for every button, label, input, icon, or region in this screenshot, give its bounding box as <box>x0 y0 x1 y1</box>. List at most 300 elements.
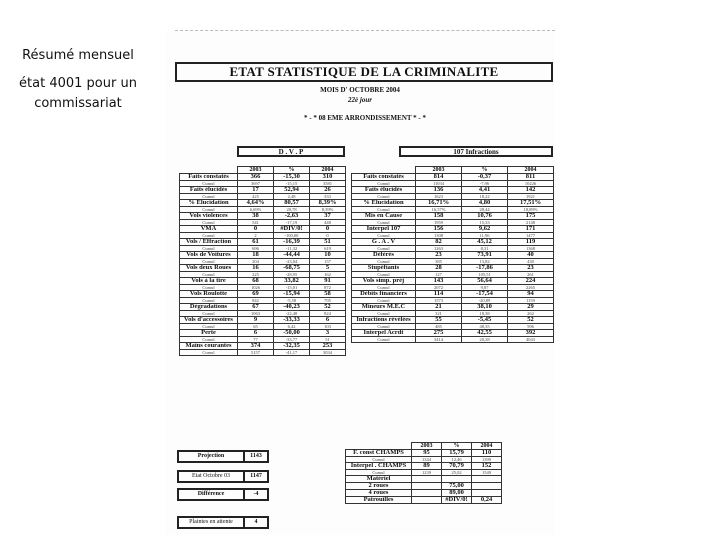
dvp-value: -44,44 <box>274 252 310 259</box>
dvp-row <box>180 226 346 233</box>
dvp-cumul-value: 3034 <box>310 350 346 356</box>
dvp-value: 58 <box>310 291 346 298</box>
infractions-cumul-value: 2148 <box>508 220 554 226</box>
dvp-cumul-row <box>180 350 346 356</box>
materiel-value: 75,00 <box>442 483 472 490</box>
infractions-row-label: Faits élucidés <box>352 187 416 194</box>
infractions-row <box>352 291 554 298</box>
dvp-cumul-label: Cumul <box>180 337 238 343</box>
materiel-row <box>346 490 502 497</box>
dvp-table <box>179 166 346 356</box>
dvp-value: 6 <box>310 317 346 324</box>
materiel-heading-row <box>346 476 502 483</box>
infractions-cumul-value: 1477 <box>508 233 554 239</box>
dvp-cumul-value: -22,48 <box>274 311 310 317</box>
divider <box>175 30 555 31</box>
dvp-value: 38 <box>238 213 274 220</box>
dvp-year-2004: 2004 <box>310 167 346 174</box>
dvp-cumul-value: 6,69% <box>238 207 274 213</box>
dvp-row <box>180 239 346 246</box>
dvp-row-label: Perte <box>180 330 238 337</box>
infractions-value: 55 <box>416 317 462 324</box>
dvp-cumul-label: Cumul <box>180 220 238 226</box>
dvp-value: -16,39 <box>274 239 310 246</box>
infractions-cumul-value: 11,96 <box>462 233 508 239</box>
infractions-cumul-value: 1921 <box>508 194 554 200</box>
difference-label: Différence <box>178 489 244 500</box>
infractions-cumul-value: 1959 <box>416 220 462 226</box>
dvp-cumul-value: 541 <box>238 220 274 226</box>
dvp-cumul-value: -33,77 <box>274 337 310 343</box>
dvp-cumul-value: 872 <box>310 285 346 291</box>
infractions-cumul-row <box>352 337 554 343</box>
dvp-cumul-label: Cumul <box>180 285 238 291</box>
dvp-percent-header: % <box>274 167 310 174</box>
infractions-row-label: Mineurs M.E.C <box>352 304 416 311</box>
dvp-cumul-value: -28,95 <box>274 272 310 278</box>
dvp-row-label: Faits constatés <box>180 174 238 181</box>
infractions-cumul-value: 261 <box>508 272 554 278</box>
infractions-cumul-value: 127 <box>416 272 462 278</box>
infractions-row <box>352 174 554 181</box>
dvp-row <box>180 213 346 220</box>
infractions-cumul-value: -20,89 <box>462 298 508 304</box>
infractions-cumul-value: 28,44 <box>462 207 508 213</box>
dvp-cumul-value: 20,78 <box>274 207 310 213</box>
champs-cumul-value: 1344 <box>412 457 442 463</box>
infractions-cumul-value: 485 <box>416 324 462 330</box>
infractions-row-label: % Elucidation <box>352 200 416 207</box>
infractions-value: 45,12 <box>462 239 508 246</box>
dvp-value: 33,82 <box>274 278 310 285</box>
projection-value: 1143 <box>244 451 268 462</box>
infractions-cumul-value: 16,57% <box>416 207 462 213</box>
dvp-cumul-label: Cumul <box>180 194 238 200</box>
infractions-cumul-label: Cumul <box>352 246 416 252</box>
materiel-row-label: 4 roues <box>346 490 412 497</box>
materiel-value <box>412 490 442 497</box>
dvp-value: 6 <box>238 330 274 337</box>
dvp-cumul-value: -100,00 <box>274 233 310 239</box>
infractions-cumul-value: 1623 <box>416 194 462 200</box>
infractions-row <box>352 252 554 259</box>
dvp-cumul-value: -23,04 <box>274 259 310 265</box>
infractions-cumul-label: Cumul <box>352 311 416 317</box>
dvp-cumul-value: -17,19 <box>274 220 310 226</box>
infractions-cumul-value: 2265 <box>508 285 554 291</box>
materiel-row-label: 2 roues <box>346 483 412 490</box>
infractions-row-label: Interpel 107 <box>352 226 416 233</box>
dvp-cumul-value: -5,58 <box>274 298 310 304</box>
infractions-value: 392 <box>508 330 554 337</box>
infractions-value: 136 <box>416 187 462 194</box>
dvp-cumul-label: Cumul <box>180 259 238 265</box>
dvp-cumul-value: 162 <box>310 272 346 278</box>
infractions-value: 811 <box>508 174 554 181</box>
dvp-value: #DIV/0! <box>274 226 310 233</box>
materiel-value <box>412 497 442 504</box>
infractions-cumul-label: Cumul <box>352 207 416 213</box>
dvp-cumul-value: 8,39% <box>310 207 346 213</box>
dvp-value: -15,30 <box>274 174 310 181</box>
infractions-cumul-value: 105,51 <box>462 272 508 278</box>
materiel-row-label: Patrouilles <box>346 497 412 504</box>
infractions-value: 114 <box>416 291 462 298</box>
dvp-value: 374 <box>238 343 274 350</box>
infractions-cumul-label: Cumul <box>352 285 416 291</box>
champs-row-label: Interpel . CHAMPS <box>346 463 412 470</box>
etat-value: 1147 <box>244 471 268 482</box>
infractions-cumul-value: 2072 <box>416 285 462 291</box>
plaintes-label: Plaintes en attente <box>178 517 244 528</box>
dvp-value: 10 <box>310 252 346 259</box>
infractions-row-label: Vols simp. préj <box>352 278 416 285</box>
infractions-row <box>352 317 554 324</box>
dvp-row <box>180 200 346 207</box>
report-month: MOIS D' OCTOBRE 2004 <box>320 86 400 94</box>
infractions-row-label: Interpel Acrdt <box>352 330 416 337</box>
dvp-value: 8,39% <box>310 200 346 207</box>
champs-value: 110 <box>472 450 502 457</box>
dvp-year-2003: 2003 <box>238 167 274 174</box>
infractions-row <box>352 330 554 337</box>
infractions-value: 52 <box>508 317 554 324</box>
champs-year-2004: 2004 <box>472 443 502 450</box>
infractions-row <box>352 200 554 207</box>
dvp-cumul-value: 225 <box>238 272 274 278</box>
dvp-cumul-label: Cumul <box>180 350 238 356</box>
infractions-value: 28 <box>416 265 462 272</box>
infractions-cumul-value: 1159 <box>508 298 554 304</box>
scanned-document <box>165 30 555 535</box>
infractions-row-label: Faits constatés <box>352 174 416 181</box>
infractions-value: 23 <box>508 265 554 272</box>
dvp-cumul-value: 1063 <box>238 311 274 317</box>
infractions-value: 21 <box>416 304 462 311</box>
dvp-cumul-label: Cumul <box>180 311 238 317</box>
dvp-row <box>180 343 346 350</box>
dvp-value: -32,35 <box>274 343 310 350</box>
infractions-row <box>352 304 554 311</box>
dvp-cumul-value: -15,01 <box>274 285 310 291</box>
infractions-value: -17,54 <box>462 291 508 298</box>
infractions-year-2004: 2004 <box>508 167 554 174</box>
dvp-cumul-value: 2,48 <box>274 194 310 200</box>
caption-line-1: Résumé mensuel <box>22 48 134 63</box>
dvp-value: 80,57 <box>274 200 310 207</box>
dvp-row-label: Dégradations <box>180 304 238 311</box>
dvp-value: 69 <box>238 291 274 298</box>
infractions-row-label: Débits financiers <box>352 291 416 298</box>
dvp-cumul-label: Cumul <box>180 233 238 239</box>
infractions-row-label: Déférés <box>352 252 416 259</box>
infractions-value: -5,45 <box>462 317 508 324</box>
infractions-value: 82 <box>416 239 462 246</box>
infractions-value: 16,71% <box>416 200 462 207</box>
dvp-cumul-value: 619 <box>310 246 346 252</box>
dvp-cumul-label: Cumul <box>180 246 238 252</box>
infractions-value: 17,51% <box>508 200 554 207</box>
infractions-value: 814 <box>416 174 462 181</box>
dvp-cumul-value: 0 <box>310 233 346 239</box>
infractions-cumul-value: 18,38 <box>462 311 508 317</box>
plaintes-box <box>177 516 269 529</box>
dvp-row-label: Mains courantes <box>180 343 238 350</box>
dvp-value: -68,75 <box>274 265 310 272</box>
dvp-cumul-value: 2 <box>238 233 274 239</box>
dvp-cumul-label: Cumul <box>180 324 238 330</box>
dvp-cumul-value: 6,42 <box>274 324 310 330</box>
infractions-value: 224 <box>508 278 554 285</box>
infractions-cumul-value: 1308 <box>416 233 462 239</box>
dvp-cumul-value: 157 <box>310 259 346 265</box>
infractions-value: 23 <box>416 252 462 259</box>
infractions-header-row <box>352 167 554 174</box>
infractions-cumul-value: 1368 <box>508 246 554 252</box>
infractions-row <box>352 265 554 272</box>
dvp-row <box>180 265 346 272</box>
champs-row <box>346 450 502 457</box>
champs-value: 95 <box>412 450 442 457</box>
dvp-value: 366 <box>238 174 274 181</box>
dvp-row-label: Vols à la tire <box>180 278 238 285</box>
infractions-row <box>352 213 554 220</box>
dvp-cumul-value: 65 <box>238 324 274 330</box>
dvp-row <box>180 187 346 194</box>
dvp-value: 37 <box>310 213 346 220</box>
dvp-value: 4,64% <box>238 200 274 207</box>
infractions-value: 42,55 <box>462 330 508 337</box>
champs-cumul-value: 1399 <box>472 457 502 463</box>
infractions-value: 94 <box>508 291 554 298</box>
infractions-cumul-value: 3414 <box>416 337 462 343</box>
champs-value: 89 <box>412 463 442 470</box>
champs-cumul-value: 1239 <box>412 470 442 476</box>
dvp-cumul-value: 842 <box>238 298 274 304</box>
infractions-percent-header: % <box>462 167 508 174</box>
champs-value: 15,79 <box>442 450 472 457</box>
infractions-row-label: Stupéfiants <box>352 265 416 272</box>
materiel-value <box>472 483 502 490</box>
dvp-cumul-value: 3581 <box>310 181 346 187</box>
report-day: 22è jour <box>348 96 372 104</box>
dvp-heading: D . V . P <box>237 146 345 157</box>
dvp-cumul-value: 795 <box>310 298 346 304</box>
materiel-row <box>346 483 502 490</box>
infractions-cumul-value: -7,96 <box>462 181 508 187</box>
dvp-row-label: % Elucidation <box>180 200 238 207</box>
dvp-value: 52 <box>310 304 346 311</box>
infractions-table <box>351 166 554 343</box>
document-title: ETAT STATISTIQUE DE LA CRIMINALITE <box>175 62 553 82</box>
dvp-header-row <box>180 167 346 174</box>
infractions-value: 143 <box>416 278 462 285</box>
champs-value: 152 <box>472 463 502 470</box>
infractions-cumul-label: Cumul <box>352 337 416 343</box>
infractions-cumul-label: Cumul <box>352 272 416 278</box>
infractions-cumul-value: 11034 <box>416 181 462 187</box>
infractions-cumul-value: 321 <box>416 311 462 317</box>
dvp-value: -15,94 <box>274 291 310 298</box>
dvp-value: 253 <box>310 343 346 350</box>
champs-year-2003: 2003 <box>412 443 442 450</box>
infractions-value: 142 <box>508 187 554 194</box>
dvp-value: -50,00 <box>274 330 310 337</box>
dvp-value: 310 <box>310 174 346 181</box>
infractions-cumul-label: Cumul <box>352 220 416 226</box>
infractions-cumul-value: 48,35 <box>462 324 508 330</box>
dvp-row <box>180 252 346 259</box>
infractions-cumul-value: 430 <box>508 259 554 265</box>
infractions-cumul-label: Cumul <box>352 259 416 265</box>
etat-box <box>177 470 269 483</box>
district-label: * - * 08 EME ARRONDISSEMENT * - * <box>304 114 426 122</box>
dvp-value: 61 <box>238 239 274 246</box>
infractions-value: 4,41 <box>462 187 508 194</box>
projection-label: Projection <box>178 451 244 462</box>
caption-line-2: état 4001 pour un <box>19 76 137 91</box>
dvp-value: 5 <box>310 265 346 272</box>
dvp-cumul-value: 696 <box>238 246 274 252</box>
infractions-cumul-value: 8,31 <box>462 246 508 252</box>
dvp-row <box>180 174 346 181</box>
dvp-cumul-value: 5157 <box>238 350 274 356</box>
dvp-row-label: Vols / Effraction <box>180 239 238 246</box>
champs-header-row <box>346 443 502 450</box>
champs-row <box>346 463 502 470</box>
infractions-value: -0,37 <box>462 174 508 181</box>
caption-line-3: commissariat <box>34 96 122 111</box>
infractions-value: 175 <box>508 213 554 220</box>
infractions-cumul-value: 15,33 <box>462 220 508 226</box>
dvp-cumul-value: 103 <box>310 324 346 330</box>
dvp-value: 17 <box>238 187 274 194</box>
champs-cumul-label: Cumul <box>346 457 412 463</box>
dvp-row <box>180 278 346 285</box>
dvp-cumul-label: Cumul <box>180 298 238 304</box>
dvp-cumul-value: 425 <box>238 194 274 200</box>
plaintes-value: 4 <box>244 517 268 528</box>
dvp-value: 0 <box>310 226 346 233</box>
infractions-cumul-value: 385 <box>416 259 462 265</box>
dvp-cumul-value: 824 <box>310 311 346 317</box>
dvp-cumul-value: -15,15 <box>274 181 310 187</box>
infractions-cumul-value: 262 <box>508 311 554 317</box>
dvp-value: 0 <box>238 226 274 233</box>
dvp-cumul-value: 77 <box>238 337 274 343</box>
infractions-value: 29 <box>508 304 554 311</box>
dvp-value: 9 <box>238 317 274 324</box>
dvp-row-label: Vols deux Roues <box>180 265 238 272</box>
materiel-value: 0,24 <box>472 497 502 504</box>
materiel-value <box>412 483 442 490</box>
dvp-row <box>180 330 346 337</box>
infractions-value: 171 <box>508 226 554 233</box>
dvp-row-label: Vols d'accessoires <box>180 317 238 324</box>
champs-value: 70,79 <box>442 463 472 470</box>
champs-cumul-value: 25,02 <box>442 470 472 476</box>
infractions-value: 10,76 <box>462 213 508 220</box>
dvp-row-label: Faits élucidés <box>180 187 238 194</box>
materiel-value <box>472 490 502 497</box>
infractions-cumul-value: 13,82 <box>462 259 508 265</box>
infractions-value: 9,62 <box>462 226 508 233</box>
infractions-cumul-label: Cumul <box>352 233 416 239</box>
infractions-value: 56,64 <box>462 278 508 285</box>
infractions-year-2003: 2003 <box>416 167 462 174</box>
champs-row-label: F. const CHAMPS <box>346 450 412 457</box>
dvp-value: 18 <box>238 252 274 259</box>
infractions-cumul-value: 18,22 <box>462 194 508 200</box>
infractions-cumul-value: 20,38 <box>462 337 508 343</box>
infractions-cumul-value: 1573 <box>416 298 462 304</box>
champs-table <box>345 442 502 504</box>
dvp-value: 3 <box>310 330 346 337</box>
difference-value: -4 <box>244 489 268 500</box>
dvp-row-label: Vols de Voitures <box>180 252 238 259</box>
champs-cumul-label: Cumul <box>346 470 412 476</box>
infractions-row-label: G . A . V <box>352 239 416 246</box>
infractions-row-label: Mis en Cause <box>352 213 416 220</box>
dvp-value: 26 <box>310 187 346 194</box>
dvp-cumul-value: 3697 <box>238 181 274 187</box>
dvp-value: 51 <box>310 239 346 246</box>
infractions-heading: 107 Infractions <box>399 146 553 157</box>
infractions-value: 4,80 <box>462 200 508 207</box>
dvp-cumul-label: Cumul <box>180 181 238 187</box>
infractions-value: 119 <box>508 239 554 246</box>
infractions-row <box>352 226 554 233</box>
dvp-value: 67 <box>238 304 274 311</box>
champs-cumul-value: 12,46 <box>442 457 472 463</box>
infractions-value: 38,10 <box>462 304 508 311</box>
materiel-value: #DIV/0! <box>442 497 472 504</box>
infractions-cumul-value: 1263 <box>416 246 462 252</box>
dvp-value: -33,33 <box>274 317 310 324</box>
infractions-cumul-label: Cumul <box>352 181 416 187</box>
materiel-value: 89,00 <box>442 490 472 497</box>
dvp-cumul-value: -11,32 <box>274 246 310 252</box>
infractions-value: 40 <box>508 252 554 259</box>
infractions-value: 156 <box>416 226 462 233</box>
infractions-row <box>352 278 554 285</box>
dvp-value: 68 <box>238 278 274 285</box>
infractions-value: 73,91 <box>462 252 508 259</box>
infractions-value: 275 <box>416 330 462 337</box>
dvp-cumul-value: 1026 <box>238 285 274 291</box>
infractions-cumul-value: 596 <box>508 324 554 330</box>
infractions-row-label: Infractions révélées <box>352 317 416 324</box>
infractions-value: -17,86 <box>462 265 508 272</box>
dvp-cumul-value: 448 <box>310 220 346 226</box>
projection-box <box>177 450 269 463</box>
infractions-row <box>352 239 554 246</box>
infractions-cumul-label: Cumul <box>352 194 416 200</box>
dvp-cumul-label: Cumul <box>180 272 238 278</box>
dvp-cumul-value: -41,17 <box>274 350 310 356</box>
dvp-row-label: Vols Roulotte <box>180 291 238 298</box>
difference-box <box>177 488 269 501</box>
dvp-cumul-value: 51 <box>310 337 346 343</box>
dvp-row <box>180 317 346 324</box>
dvp-row-label: VMA <box>180 226 238 233</box>
materiel-row <box>346 497 502 504</box>
dvp-cumul-value: 204 <box>238 259 274 265</box>
champs-cumul-value: 1549 <box>472 470 502 476</box>
dvp-row-label: Vols violences <box>180 213 238 220</box>
infractions-value: 158 <box>416 213 462 220</box>
dvp-value: 16 <box>238 265 274 272</box>
